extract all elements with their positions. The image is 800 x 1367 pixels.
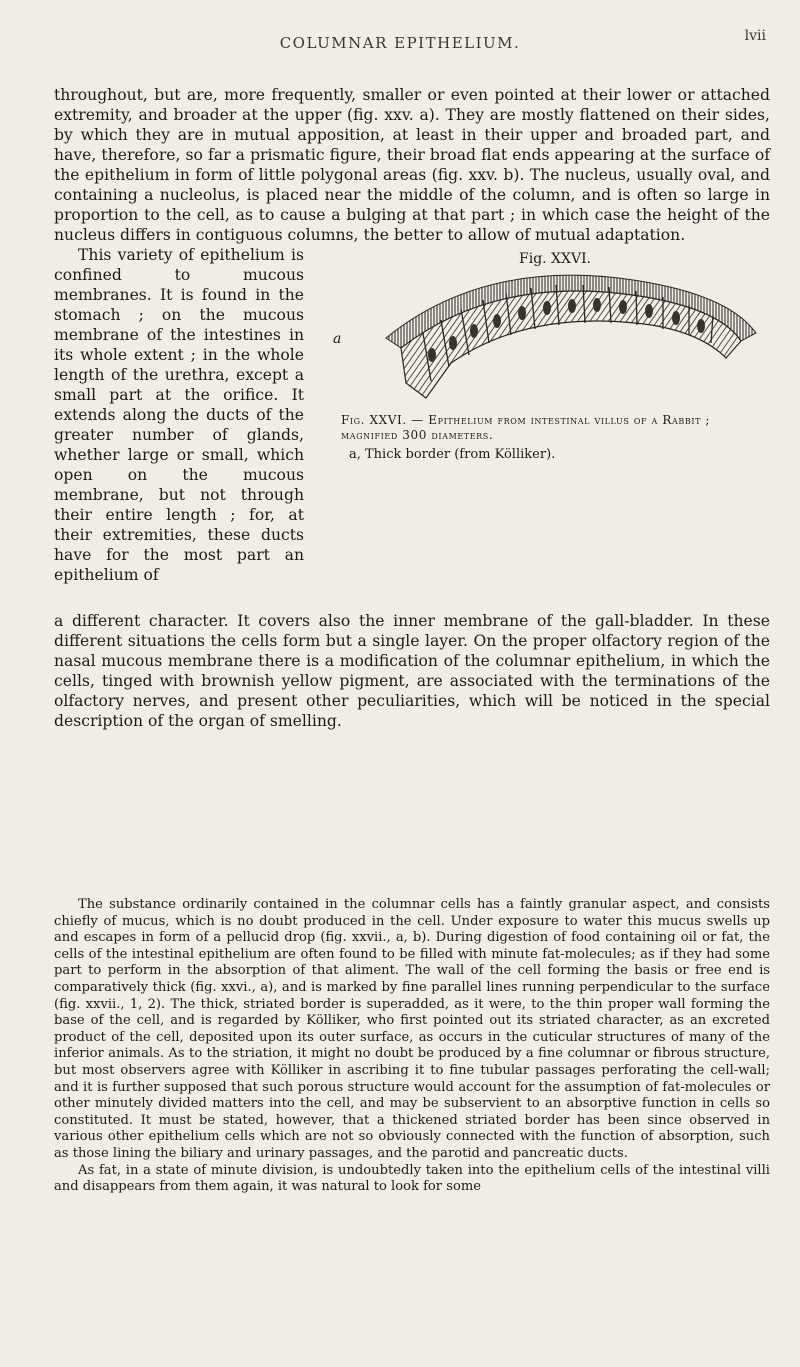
figure-caption xyxy=(341,413,761,462)
epithelium-illustration xyxy=(331,263,771,413)
main-text xyxy=(54,85,770,731)
figure-label-a: a xyxy=(333,331,342,347)
caption-text: Fig. XXVI. — Epithelium from intestinal villus of a Rabbit ; magnified 300 diameters. xyxy=(341,413,711,442)
figure-title: Fig. XXVI. xyxy=(519,251,592,267)
text-with-figure xyxy=(54,245,770,611)
paragraph-wrapped: This variety of epithelium is confined to mucous membranes. It is found in the stomach ; on the mucous membrane of the intestines in its whole extent ; in the whole length of the urethra, except a small part at the orifice. It extends along the ducts of the greater number of glands, whether large or small, which open on the mucous membrane, but not through their entire length ; for, at their extremities, these ducts have for the most part an epithelium of xyxy=(54,246,304,584)
running-title: COLUMNAR EPITHELIUM. xyxy=(279,34,521,52)
paragraph-continuation: a different character. It covers also the inner membrane of the gall-bladder. In these different situations the cells form but a single layer. On the proper olfactory region of the nasal mucous membrane there is a modification of the columnar epithelium, in which the cells, tinged with brownish yellow pigment, are associated with the terminations of the olfactory nerves, and present other peculiarities, which will be noticed in the special description of the organ of smelling. xyxy=(54,612,770,730)
small-paragraph-1: The substance ordinarily contained in the columnar cells has a faintly granular aspect, and consists chiefly of mucus, which is no doubt produced in the cell. Under exposure to water this mucus swells up and escapes in form of a pellucid drop (fig. xxvii., a, b). During digestion of food containing oil or fat, the cells of the intestinal epithelium are often found to be filled with minute fat-molecules; as if they had some part to perform in the absorption of that aliment. The wall of the cell forming the basis or free end is comparatively thick (fig. xxvi., a), and is marked by fine parallel lines running perpendicular to the surface (fig. xxvii., 1, 2). The thick, striated border is superadded, as it were, to the thin proper wall forming the base of the cell, and is regarded by Kölliker, who first pointed out its striated character, as an excreted product of the cell, deposited upon its outer surface, as occurs in the cuticular structures of many of the inferior animals. As to the striation, it might no doubt be produced by a fine columnar or fibrous structure, but most observers agree with Kölliker in ascribing it to fine tubular passages perforating the cell-wall; and it is further supposed that such porous structure would account for the assumption of fat-molecules or other minutely divided matters into the cell, and may be subservient to an absorptive function in cells so constituted. It must be stated, however, that a thickened striated border has been since observed in various other epithelium cells which are not so obviously connected with the function of absorption, such as those lining the biliary and urinary passages, and the parotid and pancreatic ducts. xyxy=(54,897,770,1161)
caption-note: a, Thick border (from Kölliker). xyxy=(349,447,556,462)
small-print-section xyxy=(54,897,770,1196)
page-number: lvii xyxy=(744,28,766,44)
figure-xxvi xyxy=(331,245,771,615)
page-header xyxy=(0,26,800,56)
small-paragraph-2: As fat, in a state of minute division, is undoubtedly taken into the epithelium cells of the intestinal villi and disappears from them again, it was natural to look for some xyxy=(54,1162,770,1195)
paragraph-continued: throughout, but are, more frequently, smaller or even pointed at their lower or attached extremity, and broader at the upper (fig. xxv. a). They are mostly flattened on their sides, by which they are in mutual apposition, at least in their upper and broaded part, and have, therefore, so far a prismatic figure, their broad flat ends appearing at the surface of the epithelium in form of little polygonal areas (fig. xxv. b). The nucleus, usually oval, and containing a nucleolus, is placed near the middle of the column, and is often so large in proportion to the cell, as to cause a bulging at that part ; in which case the height of the nucleus differs in contiguous columns, the better to allow of mutual adaptation. xyxy=(54,86,770,244)
